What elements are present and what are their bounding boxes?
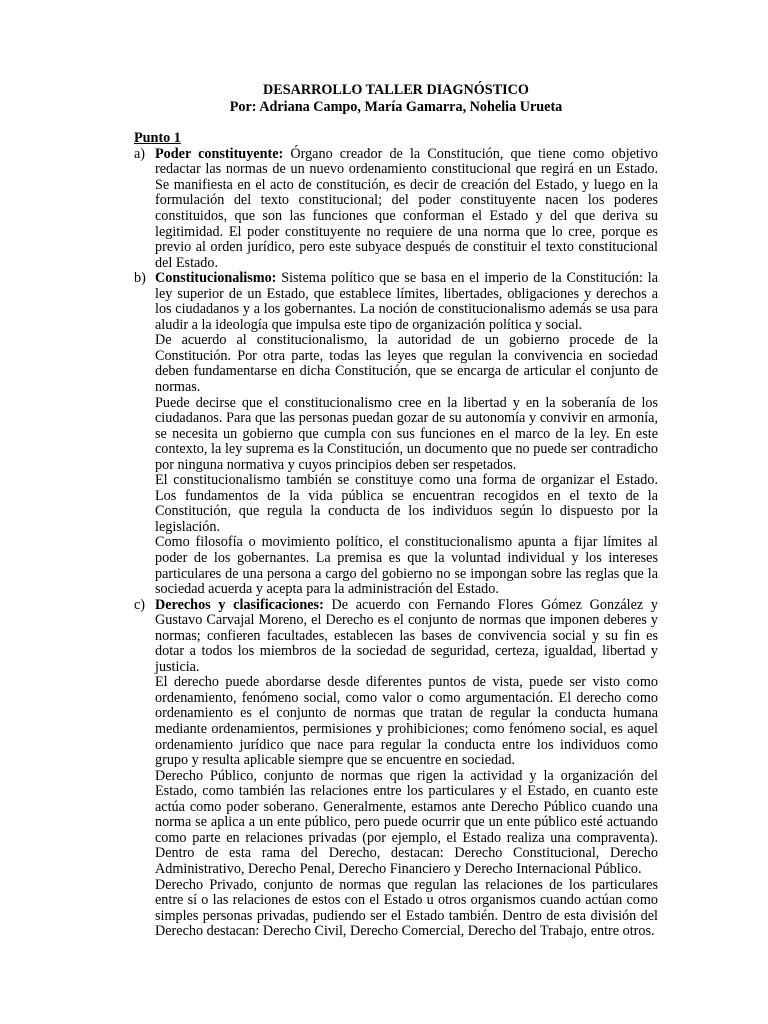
paragraph-text: Derecho Privado, conjunto de normas que regulan las relaciones de los particulares entre sí o las relaciones de estos con el Estado u otros organismos cuando actúan como simples personas privadas, pudiendo ser el Estado también. Dentro de esta división del Derecho destacan: Derecho Civil, Derecho Comercial, Derecho del Trabajo, entre otros. bbox=[155, 876, 658, 940]
paragraph bbox=[155, 396, 658, 474]
paragraph bbox=[155, 473, 658, 535]
document-title: DESARROLLO TALLER DIAGNÓSTICO bbox=[263, 82, 529, 98]
section-title: Punto 1 bbox=[134, 130, 181, 146]
paragraph bbox=[155, 333, 658, 395]
paragraph-text: Como filosofía o movimiento político, el constitucionalismo apunta a fijar límites al poder de los gobernantes. La premisa es que la voluntad individual y los intereses particulares de una persona a cargo del gobierno no se impongan sobre las reglas que la sociedad acuerda y acepta para la administración del Estado. bbox=[155, 534, 658, 598]
paragraph-text: De acuerdo con Fernando Flores Gómez González y Gustavo Carvajal Moreno, el Derecho es el conjunto de normas que imponen deberes y normas; confieren facultades, establecen las bases de convivencia social y su fin es dotar a todos los miembros de la sociedad de seguridad, certeza, igualdad, libertad y justicia. bbox=[155, 596, 658, 675]
definition-item bbox=[134, 598, 658, 940]
paragraph bbox=[155, 675, 658, 768]
paragraph bbox=[155, 878, 658, 940]
paragraph bbox=[155, 535, 658, 597]
definition-item bbox=[134, 147, 658, 271]
definition-term: Poder constituyente: bbox=[155, 145, 284, 162]
paragraph-text: Sistema político que se basa en el imperio de la Constitución: la ley superior de un Estado, que establece límites, libertades, obligaciones y derechos a los ciudadanos y a los gobernantes. La noción de constitucionalismo además se usa para aludir a la ideología que impulsa este tipo de organización política y social. bbox=[155, 270, 658, 333]
paragraph bbox=[155, 147, 658, 271]
paragraph bbox=[155, 271, 658, 333]
paragraph-text: El derecho puede abordarse desde diferentes puntos de vista, puede ser visto como ordenamiento, fenómeno social, como valor o como argumentación. El derecho como ordenamiento es el conjunto de normas que tratan de regular la conducta humana mediante ordenamientos, permisiones y prohibiciones; como fenómeno social, es aquel ordenamiento jurídico que nace para regular la conducta entre los individuos como grupo y resulta aplicable siempre que se encuentre en sociedad. bbox=[155, 674, 658, 769]
list-marker: c) bbox=[134, 596, 146, 613]
paragraph bbox=[155, 598, 658, 676]
paragraph-text: De acuerdo al constitucionalismo, la autoridad de un gobierno procede de la Constitución. Por otra parte, todas las leyes que regulan la convivencia en sociedad deben fundamentarse en dicha Constitución, que se encarga de articular el conjunto de normas. bbox=[155, 332, 658, 395]
definition-list bbox=[134, 147, 658, 940]
paragraph-text: Órgano creador de la Constitución, que tiene como objetivo redactar las normas de un nuevo ordenamiento constitucional que regirá en un Estado. Se manifiesta en el acto de constitución, es decir de creación del Estado, y luego en la formulación del texto constitucional; del poder constituyente nacen los poderes constituidos, que son las funciones que conforman el Estado y del que deriva su legitimidad. El poder constituyente no requiere de una norma que lo cree, porque es previo al orden jurídico, pero este subyace después de constituir el texto constitucional del Estado. bbox=[155, 145, 658, 271]
paragraph-text: Derecho Público, conjunto de normas que rigen la actividad y la organización del Estado, como también las relaciones entre los particulares y el Estado, en cuanto este actúa como poder soberano. Generalmente, estamos ante Derecho Público cuando una norma se aplica a un ente público, pero puede ocurrir que un ente público esté actuando como parte en relaciones privadas (por ejemplo, el Estado realiza una compraventa). Dentro de esta rama del Derecho, destacan: Derecho Constitucional, Derecho Administrativo, Derecho Penal, Derecho Financiero y Derecho Internacional Público. bbox=[155, 767, 658, 877]
definition-item bbox=[134, 271, 658, 597]
paragraph-text: Puede decirse que el constitucionalismo cree en la libertad y en la soberanía de los ciudadanos. Para que las personas puedan gozar de su autonomía y convivir en armonía, se necesita un gobierno que cumpla con sus funciones en el marco de la ley. En este contexto, la ley suprema es la Constitución, un documento que no puede ser contradicho por ninguna normativa y cuyos principios deben ser respetados. bbox=[155, 394, 658, 473]
paragraph bbox=[155, 769, 658, 878]
document-header bbox=[134, 82, 658, 116]
list-marker: a) bbox=[134, 145, 146, 162]
document-authors: Por: Adriana Campo, María Gamarra, Nohelia Urueta bbox=[229, 99, 563, 115]
paragraph-text: El constitucionalismo también se constituye como una forma de organizar el Estado. Los fundamentos de la vida pública se encuentran recogidos en el texto de la Constitución, que regula la conducta de los individuos según lo dispuesto por la legislación. bbox=[155, 472, 658, 535]
definition-term: Constitucionalismo: bbox=[155, 270, 277, 287]
list-marker: b) bbox=[134, 270, 146, 287]
definition-term: Derechos y clasificaciones: bbox=[155, 596, 324, 613]
